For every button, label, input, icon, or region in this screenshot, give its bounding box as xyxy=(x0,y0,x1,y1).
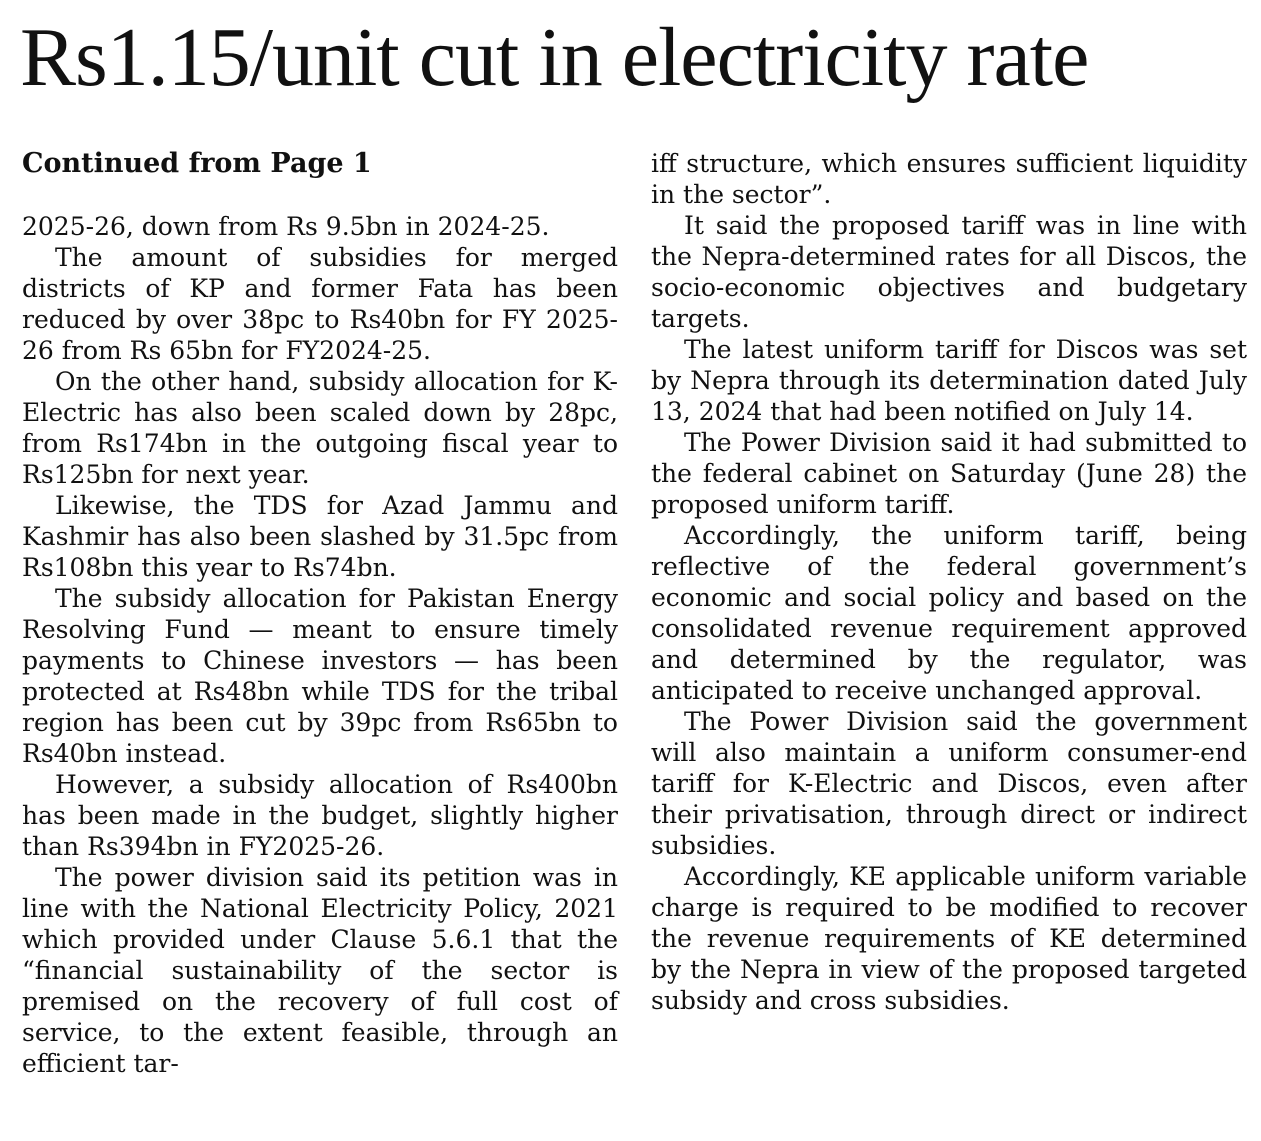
headline: Rs1.15/unit cut in electricity rate xyxy=(20,11,1089,104)
article-column-right xyxy=(651,148,1247,1016)
paragraph: On the other hand, subsidy allocation for K-Electric has also been scaled down by 28pc, from Rs174bn in the outgoing fiscal year to Rs125bn for next year. xyxy=(22,367,618,489)
paragraph: The latest uniform tariff for Discos was set by Nepra through its determination dated July 13, 2024 that had been notified on July 14. xyxy=(651,335,1247,426)
paragraph: Accordingly, the uniform tariff, being reflective of the federal government’s economic and social policy and based on the consolidated revenue requirement approved and determined by the regulator, was anticipated to receive unchanged approval. xyxy=(651,521,1247,705)
paragraph: The power division said its petition was in line with the National Electricity Policy, 2021 which provided under Clause 5.6.1 that the “financial sustainability of the sector is premised on the recovery of full cost of service, to the extent feasible, through an efficient tar- xyxy=(22,863,618,1078)
article-column-left xyxy=(22,148,618,1079)
paragraph: The Power Division said it had submitted to the federal cabinet on Saturday (June 28) the proposed uniform tariff. xyxy=(651,428,1247,519)
paragraph: 2025-26, down from Rs 9.5bn in 2024-25. xyxy=(22,212,550,241)
paragraph: iff structure, which ensures sufficient liquidity in the sector”. xyxy=(651,149,1247,209)
paragraph: However, a subsidy allocation of Rs400bn has been made in the budget, slightly higher than Rs394bn in FY2025-26. xyxy=(22,770,618,861)
paragraph: The subsidy allocation for Pakistan Energy Resolving Fund — meant to ensure timely payments to Chinese investors — has been protected at Rs48bn while TDS for the tribal region has been cut by 39pc from Rs65bn to Rs40bn instead. xyxy=(22,584,618,768)
paragraph: The Power Division said the government will also maintain a uniform consumer-end tariff for K-Electric and Discos, even after their privatisation, through direct or indirect subsidies. xyxy=(651,707,1247,860)
continued-from-label: Continued from Page 1 xyxy=(22,148,372,179)
paragraph: Accordingly, KE applicable uniform variable charge is required to be modified to recover the revenue requirements of KE determined by the Nepra in view of the proposed targeted subsidy and cross subsidies. xyxy=(651,862,1247,1015)
paragraph: The amount of subsidies for merged districts of KP and former Fata has been reduced by over 38pc to Rs40bn for FY 2025-26 from Rs 65bn for FY2024-25. xyxy=(22,243,618,365)
paragraph: It said the proposed tariff was in line with the Nepra-determined rates for all Discos, the socio-economic objectives and budgetary targets. xyxy=(651,211,1247,333)
paragraph: Likewise, the TDS for Azad Jammu and Kashmir has also been slashed by 31.5pc from Rs108bn this year to Rs74bn. xyxy=(22,491,618,582)
